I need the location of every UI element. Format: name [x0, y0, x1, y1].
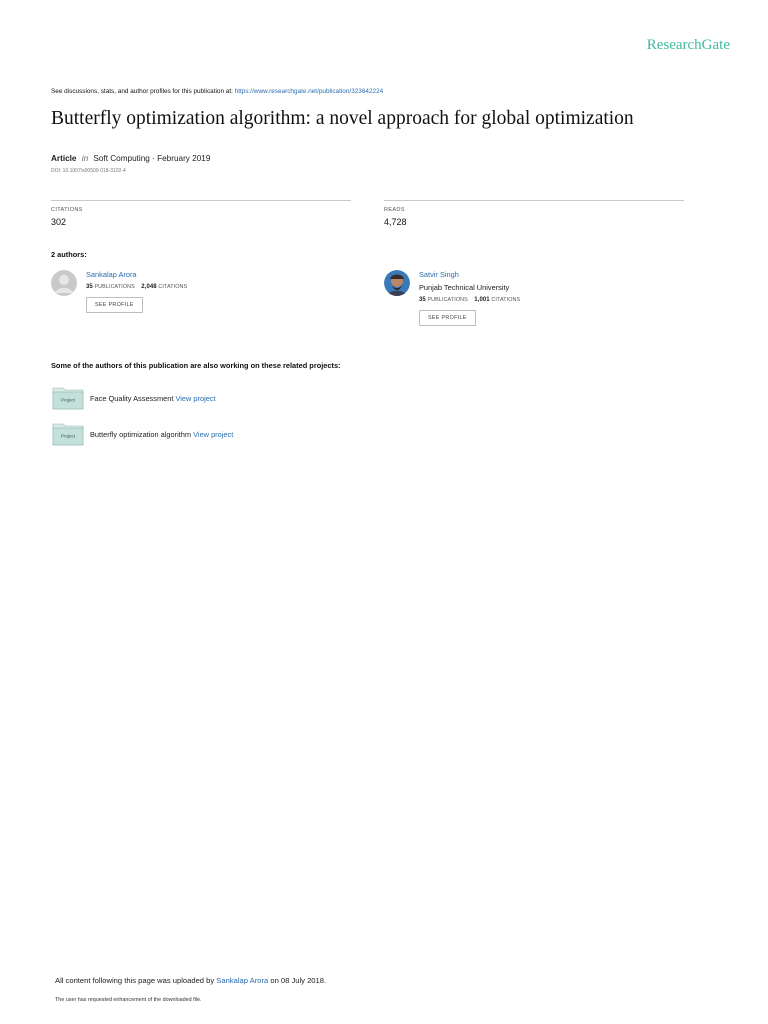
discussion-text: See discussions, stats, and author profiles for this publication at: [51, 88, 233, 95]
citations-value: 302 [51, 217, 67, 227]
publication-url-link[interactable]: https://www.researchgate.net/publication/323642224 [234, 88, 384, 95]
project-text [90, 430, 233, 439]
project-text [90, 394, 216, 403]
author-name-link[interactable]: Sankalap Arora [86, 270, 137, 279]
venue-date: Soft Computing · February 2019 [93, 154, 211, 163]
project-name: Face Quality Assessment [90, 394, 174, 403]
reads-value: 4,728 [384, 217, 407, 227]
profile-photo[interactable] [384, 270, 410, 296]
upload-info [55, 976, 326, 985]
publications-count: 35 [419, 297, 426, 303]
default-avatar-icon[interactable] [51, 270, 77, 296]
publications-count: 35 [86, 284, 93, 290]
related-projects-heading: Some of the authors of this publication are also working on these related projects: [51, 361, 341, 370]
researchgate-logo[interactable]: ResearchGate [646, 37, 730, 53]
upload-suffix: on 08 July 2018. [270, 976, 327, 985]
discussion-line [51, 88, 383, 95]
publication-meta [51, 154, 210, 163]
author-institution: Punjab Technical University [419, 283, 510, 292]
author-stats [86, 284, 346, 290]
authors-heading: 2 authors: [51, 250, 87, 259]
publications-label: PUBLICATIONS [427, 297, 468, 303]
author-citations-label: CITATIONS [491, 297, 521, 303]
publications-label: PUBLICATIONS [94, 284, 135, 290]
view-project-link[interactable]: View project [175, 394, 216, 403]
reads-stat [384, 200, 684, 227]
publication-type: Article [51, 154, 77, 163]
project-icon-label: Project [60, 397, 76, 403]
in-label: in [81, 154, 89, 163]
see-profile-button[interactable]: SEE PROFILE [419, 310, 476, 326]
reads-label: READS [384, 207, 405, 213]
author-info [419, 270, 679, 326]
citations-label: CITATIONS [51, 207, 83, 213]
author-citations-count: 2,048 [141, 284, 157, 290]
uploader-link[interactable]: Sankalap Arora [216, 976, 269, 985]
project-name: Butterfly optimization algorithm [90, 430, 192, 439]
author-citations-count: 1,001 [474, 297, 490, 303]
citations-stat [51, 200, 351, 227]
project-icon-label: Project [60, 433, 76, 439]
author-stats [419, 297, 679, 303]
see-profile-button[interactable]: SEE PROFILE [86, 297, 143, 313]
enhancement-note: The user has requested enhancement of the downloaded file. [55, 997, 202, 1003]
publication-title: Butterfly optimization algorithm: a novel approach for global optimization [51, 108, 634, 129]
project-folder-icon [52, 422, 84, 446]
author-name-link[interactable]: Satvir Singh [419, 270, 459, 279]
author-citations-label: CITATIONS [158, 284, 188, 290]
upload-prefix: All content following this page was uploaded by [55, 976, 215, 985]
view-project-link[interactable]: View project [193, 430, 234, 439]
author-info [86, 270, 346, 313]
doi-text: DOI: 10.1007/s00500-018-3102-4 [51, 168, 126, 174]
project-folder-icon [52, 386, 84, 410]
